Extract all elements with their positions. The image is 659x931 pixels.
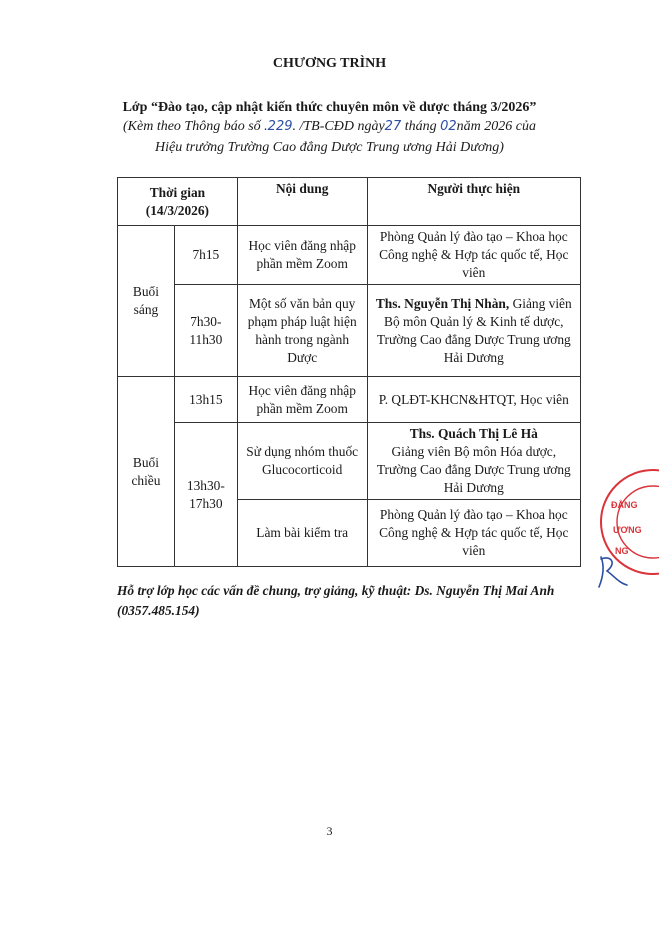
session-afternoon-line-1: Buổi xyxy=(132,454,159,470)
time-cell: 13h30-17h30 xyxy=(174,423,237,567)
content-cell: Sử dụng nhóm thuốc Glucocorticoid xyxy=(237,423,367,500)
reference-month: 02 xyxy=(440,119,457,134)
reference-mid-2: tháng xyxy=(401,119,441,134)
performer-cell xyxy=(367,285,580,377)
reference-prefix: (Kèm theo Thông báo số . xyxy=(123,119,268,134)
session-morning xyxy=(118,226,175,377)
reference-line xyxy=(0,119,659,135)
performer-text: Phòng Quản lý đào tạo – Khoa học Công nghệ & Hợp tác quốc tế, Học viên xyxy=(379,229,569,280)
stamp-text-3: NG xyxy=(615,546,629,556)
performer-text: Phòng Quản lý đào tạo – Khoa học Công nghệ & Hợp tác quốc tế, Học viên xyxy=(379,507,569,558)
performer-name: Ths. Quách Thị Lê Hà xyxy=(409,426,538,441)
session-afternoon-line-2: chiều xyxy=(131,472,161,488)
header-content: Nội dung xyxy=(237,178,367,226)
session-morning-line-2: sáng xyxy=(133,302,159,317)
stamp-text-1: ĐẲNG xyxy=(611,500,638,510)
performer-text: P. QLĐT-KHCN&HTQT, Học viên xyxy=(378,391,569,407)
content-cell: Làm bài kiểm tra xyxy=(237,500,367,567)
content-cell: Học viên đăng nhập phần mềm Zoom xyxy=(237,226,367,285)
table-header-row xyxy=(118,178,581,226)
table-row xyxy=(118,377,581,423)
performer-text: Giảng viên Bộ môn Hóa dược, Trường Cao đẳng Dược Trung ương Hải Dương xyxy=(376,444,571,495)
reference-number: 229 xyxy=(267,119,293,134)
reference-mid-1: . /TB-CĐD ngày xyxy=(292,119,385,134)
course-title: Lớp “Đào tạo, cập nhật kiến thức chuyên môn về dược tháng 3/2026” xyxy=(122,100,537,115)
header-time-line-2: (14/3/2026) xyxy=(145,202,210,218)
content-cell: Một số văn bản quy phạm pháp luật hiện hành trong ngành Dược xyxy=(237,285,367,377)
reference-day: 27 xyxy=(384,119,402,134)
session-morning-line-1: Buổi xyxy=(132,284,159,299)
page-number: 3 xyxy=(326,824,333,838)
page-title: CHƯƠNG TRÌNH xyxy=(272,56,387,71)
time-cell: 7h30-11h30 xyxy=(174,285,237,377)
performer-cell xyxy=(367,377,580,423)
schedule-table xyxy=(117,177,581,567)
content-cell: Học viên đăng nhập phần mềm Zoom xyxy=(237,377,367,423)
time-cell: 13h15 xyxy=(174,377,237,423)
table-row xyxy=(118,226,581,285)
table-row xyxy=(118,423,581,500)
performer-cell xyxy=(367,423,580,500)
issuer-line: Hiệu trưởng Trường Cao đẳng Dược Trung ương Hải Dương) xyxy=(155,140,504,155)
table-row xyxy=(118,285,581,377)
stamp-text-2: ƯƠNG xyxy=(613,525,642,535)
support-note: Hỗ trợ lớp học các vấn đề chung, trợ giảng, kỹ thuật: Ds. Nguyễn Thị Mai Anh (0357.485.154) xyxy=(117,583,555,618)
performer-cell xyxy=(367,226,580,285)
session-afternoon xyxy=(118,377,175,567)
reference-suffix: năm 2026 của xyxy=(456,119,536,134)
header-time-line-1: Thời gian xyxy=(149,184,206,200)
performer-cell xyxy=(367,500,580,567)
header-performer: Người thực hiện xyxy=(367,178,580,226)
performer-name: Ths. Nguyễn Thị Nhàn, xyxy=(375,295,510,311)
signature-mark xyxy=(593,553,633,593)
time-cell: 7h15 xyxy=(174,226,237,285)
header-time xyxy=(118,178,238,226)
performer-text: Giảng viên Bộ môn Quản lý & Kinh tế dược, Trường Cao đẳng Dược Trung ương Hải Dương xyxy=(376,295,572,365)
